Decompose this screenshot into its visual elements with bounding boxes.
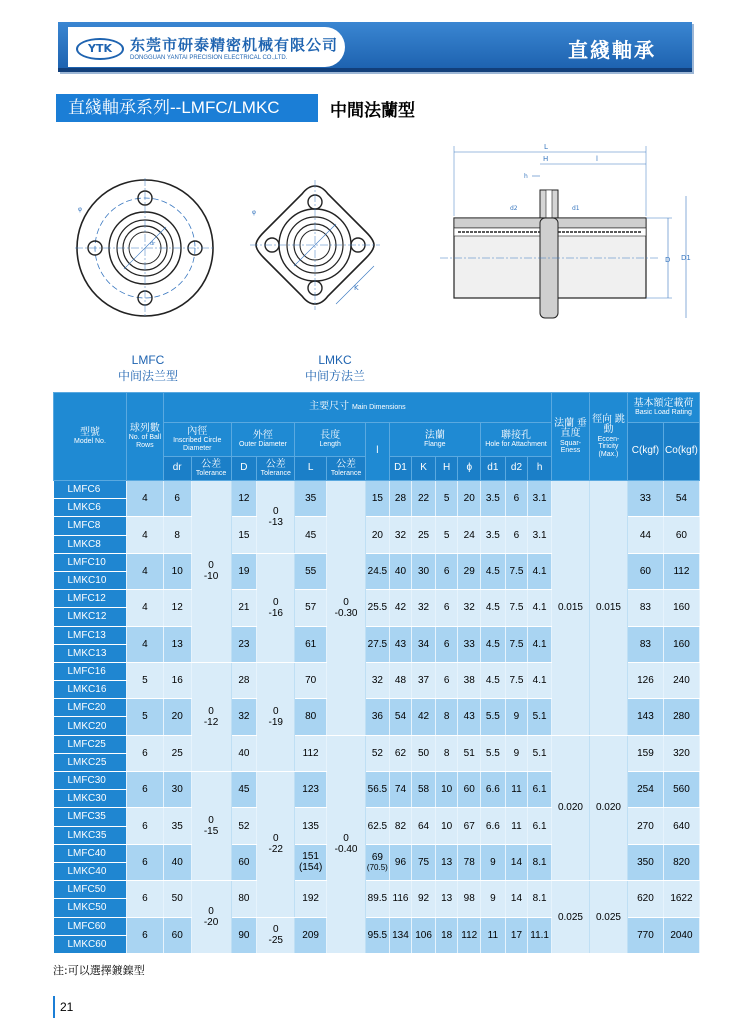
dr-cell: 30 xyxy=(163,772,191,808)
ball-rows-cell: 6 xyxy=(126,844,163,880)
eccentricity-cell: 0.020 xyxy=(589,735,627,881)
table-body xyxy=(54,481,700,954)
dr-cell: 8 xyxy=(163,517,191,553)
flange-k-cell: 106 xyxy=(412,917,436,953)
flange-d1-cell: 134 xyxy=(389,917,412,953)
load-c-cell: 270 xyxy=(627,808,663,844)
lmfc-label: LMFC xyxy=(131,353,165,367)
flange-h-cell: 6 xyxy=(435,626,458,662)
l-cell: 62.5 xyxy=(366,808,390,844)
header-main-dimensions: 主要尺寸 Main Dimensions xyxy=(163,393,551,423)
hole-h-cell: 5.1 xyxy=(528,699,552,735)
flange-h-cell: 18 xyxy=(435,917,458,953)
table-row xyxy=(54,735,700,753)
model-cell: LMFC8 xyxy=(54,517,127,535)
length-cell: 57 xyxy=(295,590,327,626)
l-cell: 36 xyxy=(366,699,390,735)
dr-cell: 60 xyxy=(163,917,191,953)
flange-d1-cell: 32 xyxy=(389,517,412,553)
flange-k-cell: 92 xyxy=(412,881,436,917)
length-cell: 112 xyxy=(295,735,327,771)
model-cell: LMKC13 xyxy=(54,644,127,662)
outer-d-tolerance-cell: 0 -19 xyxy=(257,662,295,771)
model-cell: LMKC25 xyxy=(54,753,127,771)
flange-h-cell: 13 xyxy=(435,881,458,917)
outer-d-cell: 28 xyxy=(231,662,257,698)
flange-h-cell: 13 xyxy=(435,844,458,880)
flange-phi-cell: 20 xyxy=(458,481,481,517)
load-co-cell: 240 xyxy=(663,662,699,698)
outer-d-tolerance-cell: 0 -16 xyxy=(257,553,295,662)
outer-d-cell: 52 xyxy=(231,808,257,844)
model-cell: LMKC10 xyxy=(54,571,127,589)
hole-h-cell: 8.1 xyxy=(528,844,552,880)
header-eccentricity: 徑向 跳動 Eccen- Tiricity (Max.) xyxy=(589,393,627,481)
flange-k-cell: 25 xyxy=(412,517,436,553)
hole-d1-cell: 6.6 xyxy=(481,772,506,808)
header-D1: D1 xyxy=(389,457,412,481)
load-c-cell: 254 xyxy=(627,772,663,808)
dimension-table xyxy=(53,392,700,954)
flange-d1-cell: 43 xyxy=(389,626,412,662)
hole-d2-cell: 6 xyxy=(505,517,528,553)
load-c-cell: 60 xyxy=(627,553,663,589)
header-L-tol: 公差 Tolerance xyxy=(327,457,366,481)
hole-h-cell: 3.1 xyxy=(528,517,552,553)
flange-k-cell: 22 xyxy=(412,481,436,517)
hole-d2-cell: 7.5 xyxy=(505,626,528,662)
model-cell: LMFC20 xyxy=(54,699,127,717)
outer-d-cell: 45 xyxy=(231,772,257,808)
outer-d-cell: 21 xyxy=(231,590,257,626)
hole-d1-cell: 4.5 xyxy=(481,590,506,626)
lmkc-caption xyxy=(295,353,375,384)
flange-k-cell: 37 xyxy=(412,662,436,698)
outer-d-cell: 32 xyxy=(231,699,257,735)
flange-k-cell: 58 xyxy=(412,772,436,808)
ball-rows-cell: 6 xyxy=(126,917,163,953)
load-c-cell: 83 xyxy=(627,626,663,662)
load-co-cell: 60 xyxy=(663,517,699,553)
flange-h-cell: 10 xyxy=(435,772,458,808)
flange-d1-cell: 54 xyxy=(389,699,412,735)
side-L-label: L xyxy=(544,143,548,151)
hole-d2-cell: 7.5 xyxy=(505,553,528,589)
length-cell: 192 xyxy=(295,881,327,917)
hole-h-cell: 5.1 xyxy=(528,735,552,771)
model-cell: LMFC50 xyxy=(54,881,127,899)
header-D-tol: 公差 Tolerance xyxy=(257,457,295,481)
outer-d-cell: 80 xyxy=(231,881,257,917)
outer-d-tolerance-cell: 0 -25 xyxy=(257,917,295,953)
hole-h-cell: 4.1 xyxy=(528,662,552,698)
outer-d-cell: 19 xyxy=(231,553,257,589)
model-cell: LMKC20 xyxy=(54,717,127,735)
dr-cell: 13 xyxy=(163,626,191,662)
hole-d1-cell: 4.5 xyxy=(481,553,506,589)
page-number-bar xyxy=(53,996,55,1018)
hole-h-cell: 4.1 xyxy=(528,626,552,662)
ball-rows-cell: 4 xyxy=(126,590,163,626)
flange-phi-cell: 43 xyxy=(458,699,481,735)
model-cell: LMFC25 xyxy=(54,735,127,753)
side-D-label: D xyxy=(665,256,671,264)
model-cell: LMKC30 xyxy=(54,790,127,808)
flange-h-cell: 5 xyxy=(435,517,458,553)
load-co-cell: 160 xyxy=(663,590,699,626)
l-cell: 89.5 xyxy=(366,881,390,917)
flange-phi-cell: 60 xyxy=(458,772,481,808)
model-cell: LMFC6 xyxy=(54,481,127,499)
side-l-label: l xyxy=(596,155,598,163)
flange-d1-cell: 96 xyxy=(389,844,412,880)
hole-d1-cell: 3.5 xyxy=(481,481,506,517)
hole-d2-cell: 14 xyxy=(505,844,528,880)
load-co-cell: 820 xyxy=(663,844,699,880)
hole-d2-cell: 14 xyxy=(505,881,528,917)
load-co-cell: 320 xyxy=(663,735,699,771)
hole-d1-cell: 9 xyxy=(481,844,506,880)
length-cell: 55 xyxy=(295,553,327,589)
load-c-cell: 33 xyxy=(627,481,663,517)
load-co-cell: 112 xyxy=(663,553,699,589)
load-co-cell: 2040 xyxy=(663,917,699,953)
lmfc-dr-label: dr xyxy=(150,241,156,247)
l-cell: 69 (70.5) xyxy=(366,844,390,880)
footnote: 注:可以選擇鍍鎳型 xyxy=(53,964,145,977)
hole-d1-cell: 3.5 xyxy=(481,517,506,553)
header-model: 型號 Model No. xyxy=(54,393,127,481)
hole-d2-cell: 11 xyxy=(505,772,528,808)
flange-d1-cell: 82 xyxy=(389,808,412,844)
hole-h-cell: 4.1 xyxy=(528,553,552,589)
hole-d2-cell: 17 xyxy=(505,917,528,953)
model-cell: LMFC40 xyxy=(54,844,127,862)
length-cell: 35 xyxy=(295,481,327,517)
load-c-cell: 350 xyxy=(627,844,663,880)
l-cell: 95.5 xyxy=(366,917,390,953)
ball-rows-cell: 4 xyxy=(126,517,163,553)
header-l: l xyxy=(366,423,390,481)
hole-d1-cell: 6.6 xyxy=(481,808,506,844)
flange-h-cell: 6 xyxy=(435,553,458,589)
flange-phi-cell: 33 xyxy=(458,626,481,662)
outer-d-cell: 40 xyxy=(231,735,257,771)
hole-d2-cell: 7.5 xyxy=(505,662,528,698)
load-c-cell: 126 xyxy=(627,662,663,698)
dr-cell: 6 xyxy=(163,481,191,517)
hole-h-cell: 8.1 xyxy=(528,881,552,917)
series-subtitle: 中間法蘭型 xyxy=(330,101,415,121)
dr-cell: 10 xyxy=(163,553,191,589)
series-title: 直綫軸承系列--LMFC/LMKC xyxy=(56,94,318,122)
flange-k-cell: 32 xyxy=(412,590,436,626)
flange-k-cell: 64 xyxy=(412,808,436,844)
hole-d2-cell: 11 xyxy=(505,808,528,844)
dr-tolerance-cell: 0 -20 xyxy=(191,881,231,954)
hole-h-cell: 6.1 xyxy=(528,772,552,808)
header-flange: 法蘭 Flange xyxy=(389,423,480,457)
side-view-drawing xyxy=(440,140,700,325)
length-cell: 80 xyxy=(295,699,327,735)
hole-d1-cell: 11 xyxy=(481,917,506,953)
flange-h-cell: 6 xyxy=(435,590,458,626)
header-L: L xyxy=(295,457,327,481)
hole-h-cell: 11.1 xyxy=(528,917,552,953)
model-cell: LMKC8 xyxy=(54,535,127,553)
l-cell: 25.5 xyxy=(366,590,390,626)
outer-d-cell: 15 xyxy=(231,517,257,553)
load-c-cell: 770 xyxy=(627,917,663,953)
length-cell: 135 xyxy=(295,808,327,844)
hole-d2-cell: 9 xyxy=(505,735,528,771)
lmkc-flange-drawing xyxy=(250,180,380,310)
flange-phi-cell: 29 xyxy=(458,553,481,589)
lmfc-sublabel: 中间法兰型 xyxy=(117,369,178,383)
header-inner-diameter: 內徑 Inscribed Circle Diameter xyxy=(163,423,231,457)
ball-rows-cell: 6 xyxy=(126,808,163,844)
flange-h-cell: 8 xyxy=(435,735,458,771)
flange-phi-cell: 67 xyxy=(458,808,481,844)
header-load-rating: 基本額定載荷 Basic Load Rating xyxy=(627,393,699,423)
lmkc-sublabel: 中间方法兰 xyxy=(304,369,365,383)
dr-tolerance-cell: 0 -12 xyxy=(191,662,231,771)
dr-tolerance-cell: 0 -15 xyxy=(191,772,231,881)
l-cell: 56.5 xyxy=(366,772,390,808)
outer-d-tolerance-cell: 0 -22 xyxy=(257,772,295,918)
header-d2: d2 xyxy=(505,457,528,481)
dr-cell: 25 xyxy=(163,735,191,771)
flange-phi-cell: 24 xyxy=(458,517,481,553)
header-K: K xyxy=(412,457,436,481)
flange-d1-cell: 62 xyxy=(389,735,412,771)
model-cell: LMFC13 xyxy=(54,626,127,644)
length-cell: 151 (154) xyxy=(295,844,327,880)
ball-rows-cell: 4 xyxy=(126,481,163,517)
model-cell: LMFC30 xyxy=(54,772,127,790)
flange-phi-cell: 78 xyxy=(458,844,481,880)
hole-h-cell: 6.1 xyxy=(528,808,552,844)
flange-phi-cell: 51 xyxy=(458,735,481,771)
model-cell: LMKC50 xyxy=(54,899,127,917)
length-cell: 61 xyxy=(295,626,327,662)
model-cell: LMKC40 xyxy=(54,862,127,880)
hole-d2-cell: 9 xyxy=(505,699,528,735)
flange-phi-cell: 112 xyxy=(458,917,481,953)
hole-d1-cell: 4.5 xyxy=(481,626,506,662)
load-co-cell: 560 xyxy=(663,772,699,808)
ball-rows-cell: 6 xyxy=(126,735,163,771)
outer-d-tolerance-cell: 0 -13 xyxy=(257,481,295,554)
l-cell: 52 xyxy=(366,735,390,771)
load-co-cell: 54 xyxy=(663,481,699,517)
company-logo: YTK xyxy=(76,38,124,60)
l-cell: 32 xyxy=(366,662,390,698)
flange-k-cell: 50 xyxy=(412,735,436,771)
header-D: D xyxy=(231,457,257,481)
flange-d1-cell: 42 xyxy=(389,590,412,626)
lmkc-phi-label: φ xyxy=(252,209,256,216)
header-dr-tol: 公差 Tolerance xyxy=(191,457,231,481)
company-name-en: DONGGUAN YANTAI PRECISION ELECTRICAL CO.,LTD. xyxy=(130,55,288,61)
flange-k-cell: 75 xyxy=(412,844,436,880)
dr-cell: 35 xyxy=(163,808,191,844)
hole-d2-cell: 6 xyxy=(505,481,528,517)
model-cell: LMFC16 xyxy=(54,662,127,680)
length-cell: 70 xyxy=(295,662,327,698)
load-c-cell: 44 xyxy=(627,517,663,553)
side-d2-label: d2 xyxy=(510,205,518,212)
length-cell: 45 xyxy=(295,517,327,553)
model-cell: LMKC16 xyxy=(54,681,127,699)
lmfc-flange-drawing xyxy=(72,175,218,321)
lmfc-phi-label: φ xyxy=(78,206,82,213)
flange-phi-cell: 38 xyxy=(458,662,481,698)
load-co-cell: 640 xyxy=(663,808,699,844)
ball-rows-cell: 5 xyxy=(126,662,163,698)
outer-d-cell: 12 xyxy=(231,481,257,517)
flange-k-cell: 42 xyxy=(412,699,436,735)
flange-k-cell: 30 xyxy=(412,553,436,589)
load-c-cell: 159 xyxy=(627,735,663,771)
load-co-cell: 280 xyxy=(663,699,699,735)
outer-d-cell: 90 xyxy=(231,917,257,953)
l-cell: 27.5 xyxy=(366,626,390,662)
eccentricity-cell: 0.025 xyxy=(589,881,627,954)
header-balls: 球列數 No. of Ball Rows xyxy=(126,393,163,481)
header-phi: ϕ xyxy=(458,457,481,481)
squareness-cell: 0.015 xyxy=(551,481,589,736)
model-cell: LMFC60 xyxy=(54,917,127,935)
dr-tolerance-cell: 0 -10 xyxy=(191,481,231,663)
dr-cell: 40 xyxy=(163,844,191,880)
flange-h-cell: 6 xyxy=(435,662,458,698)
outer-d-cell: 23 xyxy=(231,626,257,662)
lmkc-k-label: K xyxy=(354,284,359,292)
hole-d2-cell: 7.5 xyxy=(505,590,528,626)
load-co-cell: 160 xyxy=(663,626,699,662)
hole-d1-cell: 5.5 xyxy=(481,699,506,735)
load-co-cell: 1622 xyxy=(663,881,699,917)
dr-cell: 50 xyxy=(163,881,191,917)
load-c-cell: 620 xyxy=(627,881,663,917)
flange-h-cell: 8 xyxy=(435,699,458,735)
side-H-label: H xyxy=(543,155,549,163)
length-cell: 209 xyxy=(295,917,327,953)
l-cell: 20 xyxy=(366,517,390,553)
header-dr: dr xyxy=(163,457,191,481)
flange-d1-cell: 40 xyxy=(389,553,412,589)
header-length: 長度 Length xyxy=(295,423,366,457)
length-cell: 123 xyxy=(295,772,327,808)
company-name-cn: 东莞市研泰精密机械有限公司 xyxy=(130,36,339,54)
page-number: 21 xyxy=(60,1000,74,1014)
length-tolerance-cell: 0 -0.40 xyxy=(327,735,366,953)
hole-d1-cell: 9 xyxy=(481,881,506,917)
ball-rows-cell: 6 xyxy=(126,772,163,808)
lmfc-caption xyxy=(108,353,188,384)
side-h-label: h xyxy=(524,173,528,180)
model-cell: LMFC35 xyxy=(54,808,127,826)
flange-d1-cell: 48 xyxy=(389,662,412,698)
header-title: 直綫軸承 xyxy=(568,38,656,62)
squareness-cell: 0.020 xyxy=(551,735,589,881)
header-c: C(kgf) xyxy=(627,423,663,481)
load-c-cell: 83 xyxy=(627,590,663,626)
flange-phi-cell: 98 xyxy=(458,881,481,917)
flange-h-cell: 10 xyxy=(435,808,458,844)
lmkc-label: LMKC xyxy=(318,353,352,367)
outer-d-cell: 60 xyxy=(231,844,257,880)
model-cell: LMFC10 xyxy=(54,553,127,571)
header-d1: d1 xyxy=(481,457,506,481)
ball-rows-cell: 4 xyxy=(126,626,163,662)
hole-d1-cell: 4.5 xyxy=(481,662,506,698)
ball-rows-cell: 6 xyxy=(126,881,163,917)
dr-cell: 16 xyxy=(163,662,191,698)
header-h: h xyxy=(528,457,552,481)
model-cell: LMKC35 xyxy=(54,826,127,844)
header-hole: 聯接孔 Hole for Attachment xyxy=(481,423,552,457)
flange-h-cell: 5 xyxy=(435,481,458,517)
side-d1-label: d1 xyxy=(572,205,580,212)
squareness-cell: 0.025 xyxy=(551,881,589,954)
ball-rows-cell: 4 xyxy=(126,553,163,589)
hole-h-cell: 4.1 xyxy=(528,590,552,626)
hole-h-cell: 3.1 xyxy=(528,481,552,517)
dr-cell: 12 xyxy=(163,590,191,626)
model-cell: LMKC6 xyxy=(54,499,127,517)
model-cell: LMKC12 xyxy=(54,608,127,626)
ball-rows-cell: 5 xyxy=(126,699,163,735)
model-cell: LMFC12 xyxy=(54,590,127,608)
side-D1-label: D1 xyxy=(681,254,691,262)
table-row xyxy=(54,881,700,899)
table-row xyxy=(54,481,700,499)
l-cell: 15 xyxy=(366,481,390,517)
load-c-cell: 143 xyxy=(627,699,663,735)
hole-d1-cell: 5.5 xyxy=(481,735,506,771)
flange-d1-cell: 74 xyxy=(389,772,412,808)
flange-d1-cell: 116 xyxy=(389,881,412,917)
header-co: Co(kgf) xyxy=(663,423,699,481)
header-H: H xyxy=(435,457,458,481)
flange-d1-cell: 28 xyxy=(389,481,412,517)
header-squareness: 法蘭 垂直度 Squar- Eness xyxy=(551,393,589,481)
eccentricity-cell: 0.015 xyxy=(589,481,627,736)
model-cell: LMKC60 xyxy=(54,935,127,953)
l-cell: 24.5 xyxy=(366,553,390,589)
flange-phi-cell: 32 xyxy=(458,590,481,626)
header-outer-diameter: 外徑 Outer Diameter xyxy=(231,423,295,457)
dr-cell: 20 xyxy=(163,699,191,735)
length-tolerance-cell: 0 -0.30 xyxy=(327,481,366,736)
flange-k-cell: 34 xyxy=(412,626,436,662)
